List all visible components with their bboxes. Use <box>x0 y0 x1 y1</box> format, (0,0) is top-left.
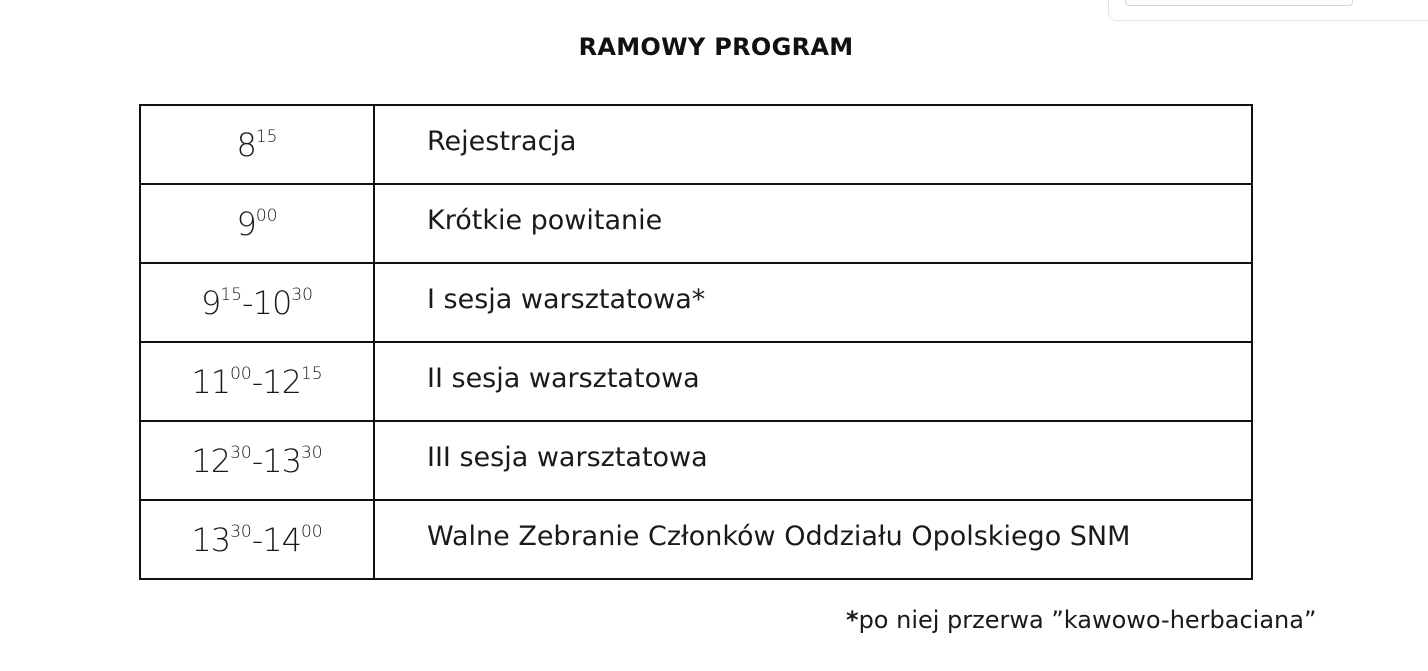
time-range <box>191 363 322 401</box>
event-cell: II sesja warsztatowa <box>374 342 1252 421</box>
start-hour: 12 <box>191 442 231 480</box>
start-hour: 8 <box>236 126 256 164</box>
table-row <box>140 263 1252 342</box>
table-row <box>140 184 1252 263</box>
time-range <box>237 205 278 243</box>
table-row <box>140 342 1252 421</box>
end-hour: 12 <box>262 363 301 401</box>
time-cell <box>140 184 374 263</box>
footnote <box>846 606 1316 634</box>
end-hour: 14 <box>262 521 301 559</box>
start-minute: 00 <box>230 364 252 384</box>
page-title: RAMOWY PROGRAM <box>578 33 854 61</box>
event-cell: Walne Zebranie Członków Oddziału Opolskiego SNM <box>374 500 1252 579</box>
table-row <box>140 421 1252 500</box>
end-minute: 00 <box>300 522 323 542</box>
time-range <box>201 284 313 322</box>
start-hour: 9 <box>236 205 256 243</box>
start-hour: 9 <box>201 284 221 322</box>
end-hour: 10 <box>252 284 292 322</box>
program-table <box>139 104 1253 580</box>
start-minute: 00 <box>255 206 278 226</box>
time-cell <box>140 263 374 342</box>
event-cell: Rejestracja <box>374 105 1252 184</box>
time-cell <box>140 105 374 184</box>
start-hour: 11 <box>191 363 231 401</box>
event-cell: Krótkie powitanie <box>374 184 1252 263</box>
footnote-text: po niej przerwa ”kawowo-herbaciana” <box>858 606 1317 634</box>
start-minute: 30 <box>230 522 252 542</box>
time-cell <box>140 342 374 421</box>
top-right-input-field[interactable] <box>1125 0 1353 6</box>
time-range <box>191 521 322 559</box>
footnote-mark: * <box>846 606 859 634</box>
start-hour: 13 <box>191 521 231 559</box>
range-dash: - <box>242 284 253 322</box>
program-table-body <box>140 105 1252 579</box>
start-minute: 15 <box>255 127 278 147</box>
time-range <box>237 126 278 164</box>
end-minute: 30 <box>291 285 313 305</box>
time-cell <box>140 500 374 579</box>
table-row <box>140 500 1252 579</box>
time-range <box>191 442 322 480</box>
end-minute: 30 <box>300 443 323 463</box>
range-dash: - <box>251 363 263 401</box>
range-dash: - <box>251 442 263 480</box>
start-minute: 30 <box>230 443 252 463</box>
range-dash: - <box>251 521 263 559</box>
event-cell: III sesja warsztatowa <box>374 421 1252 500</box>
start-minute: 15 <box>220 285 243 305</box>
table-row <box>140 105 1252 184</box>
end-minute: 15 <box>300 364 323 384</box>
event-cell: I sesja warsztatowa* <box>374 263 1252 342</box>
time-cell <box>140 421 374 500</box>
end-hour: 13 <box>262 442 301 480</box>
